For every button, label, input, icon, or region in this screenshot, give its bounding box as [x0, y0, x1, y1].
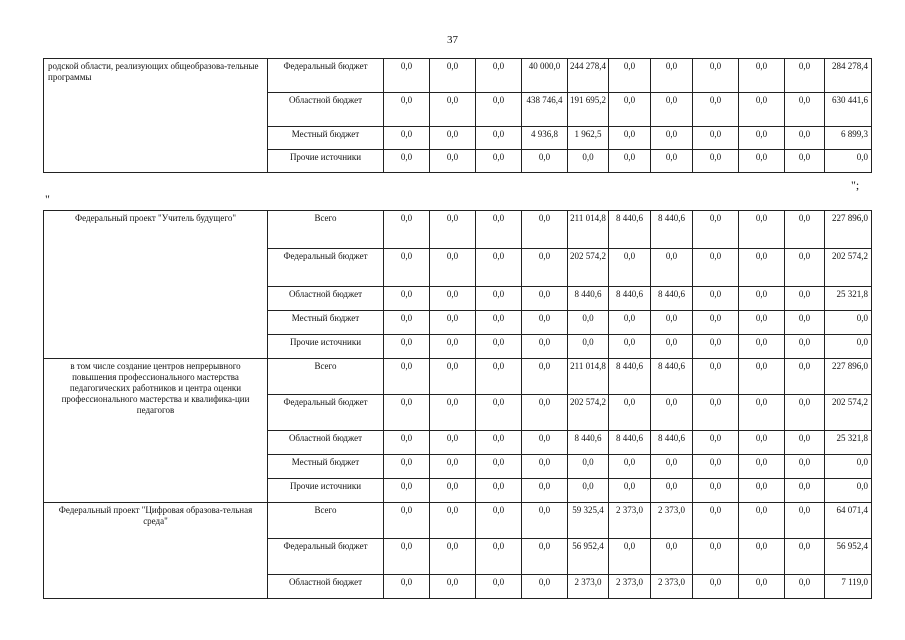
value-cell: 0,0	[384, 311, 430, 335]
opening-quote: "	[45, 192, 50, 206]
value-cell: 0,0	[609, 479, 651, 503]
total-value-cell: 0,0	[825, 479, 872, 503]
value-cell: 0,0	[522, 503, 568, 539]
value-cell: 0,0	[609, 335, 651, 359]
funding-source-cell: Областной бюджет	[268, 287, 384, 311]
value-cell: 0,0	[739, 503, 785, 539]
funding-source-cell: Областной бюджет	[268, 431, 384, 455]
total-value-cell: 56 952,4	[825, 539, 872, 575]
value-cell: 0,0	[430, 150, 476, 173]
value-cell: 0,0	[568, 311, 609, 335]
value-cell: 8 440,6	[651, 431, 693, 455]
value-cell: 0,0	[568, 335, 609, 359]
value-cell: 0,0	[522, 335, 568, 359]
value-cell: 0,0	[651, 395, 693, 431]
value-cell: 2 373,0	[609, 503, 651, 539]
value-cell: 0,0	[384, 455, 430, 479]
funding-source-cell: Всего	[268, 211, 384, 249]
total-value-cell: 202 574,2	[825, 249, 872, 287]
value-cell: 59 325,4	[568, 503, 609, 539]
value-cell: 438 746,4	[522, 93, 568, 127]
value-cell: 0,0	[384, 575, 430, 599]
value-cell: 0,0	[476, 539, 522, 575]
funding-source-cell: Местный бюджет	[268, 127, 384, 150]
value-cell: 0,0	[785, 287, 825, 311]
value-cell: 0,0	[384, 503, 430, 539]
value-cell: 0,0	[739, 211, 785, 249]
total-value-cell: 64 071,4	[825, 503, 872, 539]
funding-source-cell: Федеральный бюджет	[268, 249, 384, 287]
funding-source-cell: Федеральный бюджет	[268, 539, 384, 575]
value-cell: 202 574,2	[568, 395, 609, 431]
value-cell: 8 440,6	[568, 287, 609, 311]
total-value-cell: 0,0	[825, 335, 872, 359]
total-value-cell: 227 896,0	[825, 359, 872, 395]
value-cell: 0,0	[785, 93, 825, 127]
value-cell: 0,0	[476, 93, 522, 127]
value-cell: 0,0	[476, 287, 522, 311]
value-cell: 0,0	[739, 150, 785, 173]
value-cell: 0,0	[693, 127, 739, 150]
value-cell: 0,0	[693, 335, 739, 359]
value-cell: 0,0	[522, 311, 568, 335]
value-cell: 2 373,0	[609, 575, 651, 599]
value-cell: 0,0	[739, 539, 785, 575]
value-cell: 0,0	[522, 150, 568, 173]
total-value-cell: 0,0	[825, 455, 872, 479]
value-cell: 0,0	[476, 127, 522, 150]
funding-source-cell: Областной бюджет	[268, 93, 384, 127]
value-cell: 0,0	[430, 359, 476, 395]
value-cell: 0,0	[568, 455, 609, 479]
funding-source-cell: Всего	[268, 359, 384, 395]
funding-source-cell: Прочие источники	[268, 479, 384, 503]
value-cell: 0,0	[693, 539, 739, 575]
value-cell: 8 440,6	[568, 431, 609, 455]
value-cell: 0,0	[384, 431, 430, 455]
value-cell: 0,0	[693, 359, 739, 395]
value-cell: 0,0	[430, 431, 476, 455]
value-cell: 0,0	[785, 455, 825, 479]
value-cell: 0,0	[739, 287, 785, 311]
value-cell: 202 574,2	[568, 249, 609, 287]
table-row	[44, 211, 872, 249]
value-cell: 0,0	[651, 59, 693, 93]
funding-source-cell: Местный бюджет	[268, 311, 384, 335]
value-cell: 0,0	[693, 395, 739, 431]
value-cell: 8 440,6	[609, 359, 651, 395]
value-cell: 0,0	[739, 311, 785, 335]
value-cell: 0,0	[430, 59, 476, 93]
total-value-cell: 202 574,2	[825, 395, 872, 431]
value-cell: 0,0	[384, 395, 430, 431]
value-cell: 8 440,6	[609, 287, 651, 311]
value-cell: 0,0	[384, 59, 430, 93]
value-cell: 0,0	[430, 249, 476, 287]
value-cell: 0,0	[609, 395, 651, 431]
value-cell: 0,0	[739, 93, 785, 127]
total-value-cell: 6 899,3	[825, 127, 872, 150]
value-cell: 0,0	[785, 431, 825, 455]
value-cell: 0,0	[568, 150, 609, 173]
value-cell: 0,0	[384, 287, 430, 311]
value-cell: 0,0	[693, 211, 739, 249]
value-cell: 0,0	[384, 93, 430, 127]
value-cell: 0,0	[522, 287, 568, 311]
value-cell: 4 936,8	[522, 127, 568, 150]
value-cell: 0,0	[785, 539, 825, 575]
table-row	[44, 503, 872, 539]
value-cell: 0,0	[693, 479, 739, 503]
value-cell: 0,0	[739, 335, 785, 359]
budget-table-federal-projects-body	[44, 211, 872, 599]
value-cell: 0,0	[384, 359, 430, 395]
table-row	[44, 59, 872, 93]
total-value-cell: 0,0	[825, 150, 872, 173]
value-cell: 0,0	[609, 539, 651, 575]
funding-source-cell: Прочие источники	[268, 150, 384, 173]
value-cell: 0,0	[609, 127, 651, 150]
value-cell: 0,0	[785, 335, 825, 359]
value-cell: 0,0	[568, 479, 609, 503]
value-cell: 0,0	[609, 93, 651, 127]
value-cell: 0,0	[384, 539, 430, 575]
value-cell: 0,0	[476, 150, 522, 173]
page-number: 37	[447, 34, 458, 46]
value-cell: 8 440,6	[651, 359, 693, 395]
value-cell: 0,0	[785, 575, 825, 599]
value-cell: 0,0	[430, 455, 476, 479]
value-cell: 0,0	[384, 249, 430, 287]
value-cell: 0,0	[430, 575, 476, 599]
value-cell: 211 014,8	[568, 211, 609, 249]
value-cell: 0,0	[430, 335, 476, 359]
funding-source-cell: Всего	[268, 503, 384, 539]
value-cell: 0,0	[693, 431, 739, 455]
value-cell: 0,0	[476, 211, 522, 249]
value-cell: 0,0	[785, 59, 825, 93]
value-cell: 0,0	[739, 359, 785, 395]
value-cell: 0,0	[384, 127, 430, 150]
value-cell: 0,0	[785, 249, 825, 287]
value-cell: 40 000,0	[522, 59, 568, 93]
value-cell: 0,0	[609, 455, 651, 479]
value-cell: 0,0	[430, 503, 476, 539]
value-cell: 0,0	[651, 455, 693, 479]
value-cell: 0,0	[609, 311, 651, 335]
value-cell: 0,0	[651, 311, 693, 335]
value-cell: 0,0	[693, 575, 739, 599]
value-cell: 8 440,6	[609, 431, 651, 455]
value-cell: 0,0	[522, 539, 568, 575]
value-cell: 211 014,8	[568, 359, 609, 395]
table-row	[44, 359, 872, 395]
funding-source-cell: Областной бюджет	[268, 575, 384, 599]
value-cell: 0,0	[522, 431, 568, 455]
value-cell: 0,0	[785, 150, 825, 173]
value-cell: 0,0	[785, 359, 825, 395]
budget-table-continued-body	[44, 59, 872, 173]
budget-table-federal-projects	[43, 210, 872, 599]
section-title-cell: Федеральный проект "Учитель будущего"	[44, 211, 268, 359]
value-cell: 0,0	[651, 335, 693, 359]
value-cell: 56 952,4	[568, 539, 609, 575]
value-cell: 0,0	[739, 249, 785, 287]
value-cell: 0,0	[430, 539, 476, 575]
value-cell: 0,0	[476, 249, 522, 287]
value-cell: 0,0	[430, 479, 476, 503]
value-cell: 0,0	[693, 249, 739, 287]
total-value-cell: 284 278,4	[825, 59, 872, 93]
value-cell: 8 440,6	[651, 287, 693, 311]
value-cell: 0,0	[476, 395, 522, 431]
value-cell: 191 695,2	[568, 93, 609, 127]
value-cell: 0,0	[522, 211, 568, 249]
value-cell: 0,0	[651, 93, 693, 127]
value-cell: 0,0	[785, 311, 825, 335]
value-cell: 2 373,0	[651, 575, 693, 599]
value-cell: 2 373,0	[568, 575, 609, 599]
value-cell: 0,0	[693, 150, 739, 173]
value-cell: 0,0	[739, 59, 785, 93]
value-cell: 0,0	[785, 479, 825, 503]
value-cell: 0,0	[739, 431, 785, 455]
funding-source-cell: Федеральный бюджет	[268, 59, 384, 93]
value-cell: 0,0	[476, 455, 522, 479]
value-cell: 0,0	[739, 395, 785, 431]
section-title-cell: в том числе создание центров непрерывного повышения профессионального мастерства педагогических работников и центра оценки профессионального мастерства и квалифика-ции педагогов	[44, 359, 268, 503]
value-cell: 0,0	[522, 479, 568, 503]
value-cell: 0,0	[476, 59, 522, 93]
value-cell: 0,0	[739, 127, 785, 150]
value-cell: 0,0	[522, 455, 568, 479]
value-cell: 0,0	[384, 150, 430, 173]
value-cell: 0,0	[430, 93, 476, 127]
total-value-cell: 25 321,8	[825, 431, 872, 455]
value-cell: 0,0	[785, 127, 825, 150]
value-cell: 0,0	[384, 335, 430, 359]
value-cell: 0,0	[693, 311, 739, 335]
value-cell: 2 373,0	[651, 503, 693, 539]
value-cell: 0,0	[476, 431, 522, 455]
value-cell: 0,0	[476, 503, 522, 539]
value-cell: 0,0	[522, 249, 568, 287]
value-cell: 244 278,4	[568, 59, 609, 93]
value-cell: 0,0	[522, 395, 568, 431]
value-cell: 0,0	[476, 311, 522, 335]
total-value-cell: 25 321,8	[825, 287, 872, 311]
total-value-cell: 0,0	[825, 311, 872, 335]
value-cell: 0,0	[522, 359, 568, 395]
value-cell: 0,0	[476, 335, 522, 359]
value-cell: 0,0	[430, 311, 476, 335]
value-cell: 0,0	[693, 59, 739, 93]
value-cell: 0,0	[739, 455, 785, 479]
value-cell: 0,0	[651, 479, 693, 503]
value-cell: 0,0	[430, 395, 476, 431]
value-cell: 0,0	[693, 455, 739, 479]
funding-source-cell: Прочие источники	[268, 335, 384, 359]
value-cell: 0,0	[430, 211, 476, 249]
value-cell: 0,0	[739, 575, 785, 599]
value-cell: 8 440,6	[609, 211, 651, 249]
funding-source-cell: Федеральный бюджет	[268, 395, 384, 431]
value-cell: 0,0	[693, 287, 739, 311]
value-cell: 0,0	[651, 249, 693, 287]
value-cell: 0,0	[693, 93, 739, 127]
value-cell: 0,0	[785, 503, 825, 539]
value-cell: 0,0	[476, 359, 522, 395]
value-cell: 0,0	[785, 395, 825, 431]
value-cell: 0,0	[476, 479, 522, 503]
total-value-cell: 7 119,0	[825, 575, 872, 599]
value-cell: 1 962,5	[568, 127, 609, 150]
value-cell: 0,0	[384, 479, 430, 503]
value-cell: 0,0	[430, 127, 476, 150]
section-title-cell: родской области, реализующих общеобразова-тельные программы	[44, 59, 268, 173]
total-value-cell: 630 441,6	[825, 93, 872, 127]
value-cell: 0,0	[693, 503, 739, 539]
total-value-cell: 227 896,0	[825, 211, 872, 249]
value-cell: 8 440,6	[651, 211, 693, 249]
value-cell: 0,0	[609, 59, 651, 93]
value-cell: 0,0	[651, 127, 693, 150]
value-cell: 0,0	[522, 575, 568, 599]
value-cell: 0,0	[430, 287, 476, 311]
value-cell: 0,0	[609, 249, 651, 287]
value-cell: 0,0	[651, 539, 693, 575]
closing-quote: ";	[851, 178, 860, 192]
budget-table-continued	[43, 58, 872, 173]
funding-source-cell: Местный бюджет	[268, 455, 384, 479]
value-cell: 0,0	[476, 575, 522, 599]
section-title-cell: Федеральный проект "Цифровая образова-тельная среда"	[44, 503, 268, 599]
value-cell: 0,0	[651, 150, 693, 173]
value-cell: 0,0	[609, 150, 651, 173]
value-cell: 0,0	[785, 211, 825, 249]
value-cell: 0,0	[384, 211, 430, 249]
value-cell: 0,0	[739, 479, 785, 503]
